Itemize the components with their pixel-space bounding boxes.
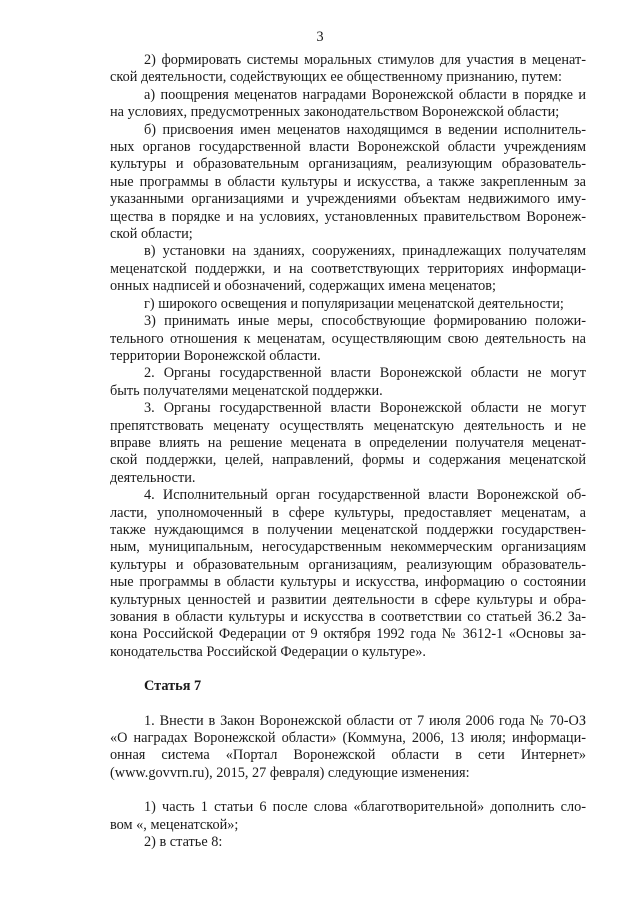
text-line: указанными организациями и учреждениями объектам недвижимого иму-	[110, 191, 586, 208]
text-block-article-7	[110, 713, 586, 783]
text-line: территории Воронежской области.	[110, 347, 321, 364]
text-line: кона Российской Федерации от 9 октября 1992 года № 3612-1 «Основы за-	[110, 626, 586, 643]
text-line: 2) формировать системы моральных стимулов для участия в меценат-	[144, 52, 586, 68]
text-line: ные программы в области культуры и искусства, информацию о состоянии	[110, 574, 586, 591]
blank-line	[110, 782, 586, 799]
text-line: культурных ценностей и развитии деятельности в сфере культуры и обра-	[110, 591, 586, 608]
text-line: ласти, уполномоченный в сфере культуры, предоставляет меценатам, а	[110, 504, 586, 521]
text-line: онных надписей и обозначений, содержащих имена меценатов;	[110, 278, 496, 295]
text-line: ской поддержки, целей, направлений, формы и содержания меценатской	[110, 452, 586, 469]
text-line: 1) часть 1 статьи 6 после слова «благотворительной» дополнить сло-	[144, 799, 586, 816]
text-line: зования в области культуры и искусства в соответствии со статьей 36.2 За-	[110, 609, 586, 625]
text-line: 1. Внести в Закон Воронежской области от 7 июля 2006 года № 70-ОЗ	[144, 712, 586, 729]
text-line: 2) в статье 8:	[144, 834, 223, 851]
text-block-part-1	[110, 52, 586, 661]
text-line: онная система «Портал Воронежской области в сети Интернет»	[110, 747, 586, 764]
text-line: ных органов государственной власти Воронежской области учреждениям	[110, 139, 586, 156]
text-line: 3) принимать иные меры, способствующие формированию положи-	[144, 313, 586, 330]
document-body	[110, 52, 586, 851]
text-line: быть получателями меценатской поддержки.	[110, 382, 383, 399]
page-number: 3	[316, 29, 324, 45]
text-line: щества в порядке и на условиях, установленных правительством Воронеж-	[110, 208, 586, 225]
text-line: (www.govvrn.ru), 2015, 27 февраля) следующие изменения:	[110, 764, 470, 781]
text-line: меценатской поддержки, и на соответствующих территориях информаци-	[110, 260, 586, 277]
article-heading: Статья 7	[144, 678, 202, 695]
text-line: вправе влиять на решение мецената в определении получателя меценат-	[110, 434, 586, 451]
text-line: культуры и образовательным организациям, реализующим образователь-	[110, 556, 586, 573]
text-line: препятствовать меценату осуществлять меценатскую деятельность и не	[110, 417, 586, 434]
text-line: ным, муниципальным, негосударственным некоммерческим организациям	[110, 539, 586, 556]
text-line: тельного отношения к меценатам, осуществляющим свою деятельность на	[110, 330, 586, 347]
text-line: ской области;	[110, 226, 193, 243]
text-line: вом «, меценатской»;	[110, 816, 239, 833]
text-line: ные программы в области культуры и искусства, а также закрепленным за	[110, 173, 586, 190]
text-line: деятельности.	[110, 469, 196, 486]
text-line: ской деятельности, содействующих ее общественному признанию, путем:	[110, 69, 562, 86]
text-line: «О наградах Воронежской области» (Коммуна, 2006, 13 июля; информаци-	[110, 730, 586, 747]
text-line: в) установки на зданиях, сооружениях, принадлежащих получателям	[144, 243, 586, 260]
text-line: 4. Исполнительный орган государственной власти Воронежской об-	[144, 487, 586, 504]
text-block-amendments	[110, 799, 586, 851]
text-line: культуры и образовательным организациям, реализующим образователь-	[110, 156, 586, 173]
text-line: г) широкого освещения и популяризации меценатской деятельности;	[144, 295, 564, 312]
text-line: 2. Органы государственной власти Воронежской области не могут	[144, 365, 586, 382]
text-line: 3. Органы государственной власти Воронежской области не могут	[144, 400, 586, 417]
text-line: также нуждающимся в получении меценатской поддержки государствен-	[110, 521, 586, 538]
text-line: а) поощрения меценатов наградами Воронежской области в порядке и	[144, 86, 586, 103]
text-line: конодательства Российской Федерации о культуре».	[110, 643, 426, 660]
text-line: б) присвоения имен меценатов находящимся в ведении исполнитель-	[144, 121, 586, 138]
text-line: на условиях, предусмотренных законодательством Воронежской области;	[110, 104, 560, 121]
